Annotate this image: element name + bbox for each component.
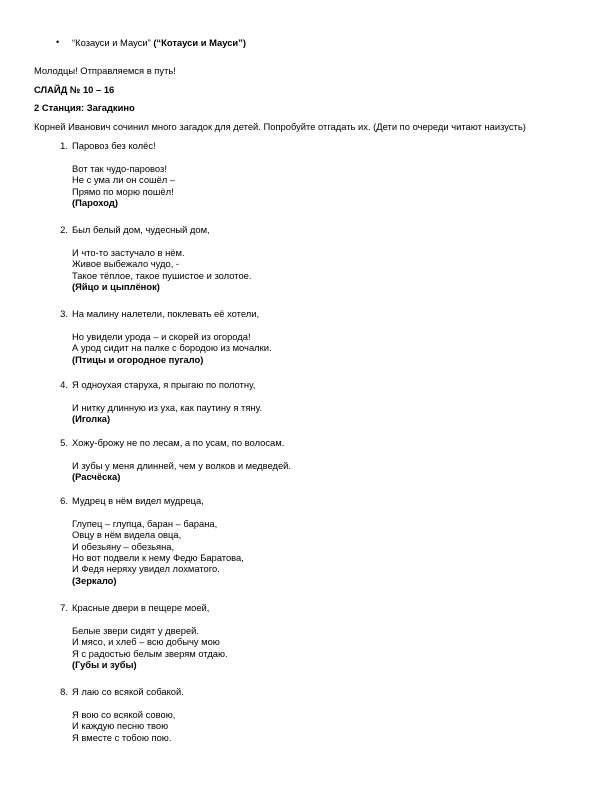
riddle-body <box>72 308 272 365</box>
riddle-line: И обезьяну – обезьяна, <box>72 540 175 552</box>
riddle-first-line: Я лаю со всякой собакой. <box>72 686 184 697</box>
station-title: 2 Станция: Загадкино <box>34 102 135 113</box>
riddle-line: Но увидели урода – и скорей из огорода! <box>72 330 251 342</box>
riddle-first-line: На малину налетели, поклевать её хотели, <box>72 308 260 319</box>
bullet-text-bold: (“Котауси и Мауси”) <box>153 37 246 48</box>
riddle-line: Я вою со всякой совою, <box>72 708 176 720</box>
riddle-answer: (Расчёска) <box>72 471 121 483</box>
riddle-first-line: Паровоз без колёс! <box>72 140 156 151</box>
riddle-body <box>72 140 175 208</box>
riddle-answer: (Иголка) <box>72 413 111 425</box>
riddle-line: Белые звери сидят у дверей. <box>72 624 200 636</box>
riddle-number: 7. <box>60 602 68 613</box>
riddle-number: 1. <box>60 140 68 151</box>
riddle-first-line: Я одноухая старуха, я прыгаю по полотну, <box>72 379 256 390</box>
riddle-number: 6. <box>60 495 68 506</box>
riddle-body <box>72 686 184 743</box>
riddle-body <box>72 224 251 292</box>
riddle-line: И мясо, и хлеб – всю добычу мою <box>72 636 220 648</box>
riddle-answer: (Зеркало) <box>72 574 117 586</box>
riddle-body <box>72 495 244 586</box>
riddle-body <box>72 437 291 483</box>
riddle-line: И каждую песню твою <box>72 720 169 732</box>
bullet-text-plain: “Козауси и Мауси” <box>72 37 154 48</box>
riddle-number: 5. <box>60 437 68 448</box>
riddle-line: Живое выбежало чудо, - <box>72 258 180 270</box>
riddle-number: 8. <box>60 686 68 697</box>
riddle-line: Овцу в нём видела овца, <box>72 529 182 541</box>
riddle-number: 3. <box>60 308 68 319</box>
slide-label: СЛАЙД № 10 – 16 <box>34 84 115 95</box>
riddle-line: Но вот подвели к нему Федю Баратова, <box>72 551 244 563</box>
riddle-line: И что-то застучало в нём. <box>72 246 185 258</box>
bullet-marker: • <box>56 37 60 47</box>
riddle-number: 4. <box>60 379 68 390</box>
riddle-first-line: Хожу-брожу не по лесам, а по усам, по волосам. <box>72 437 285 448</box>
riddle-first-line: Был белый дом, чудесный дом, <box>72 224 210 235</box>
riddle-first-line: Красные двери в пещере моей, <box>72 602 210 613</box>
riddle-line: Я вместе с тобою пою. <box>72 731 172 743</box>
riddle-answer: (Пароход) <box>72 196 118 208</box>
riddle-number: 2. <box>60 224 68 235</box>
riddle-line: А урод сидит на палке с бородою из мочалки. <box>72 342 272 354</box>
riddle-line: Глупец – глупца, баран – барана, <box>72 517 218 529</box>
riddle-line: Вот так чудо-паровоз! <box>72 162 167 174</box>
riddle-line: Прямо по морю пошёл! <box>72 185 174 197</box>
riddle-first-line: Мудрец в нём видел мудреца, <box>72 495 204 506</box>
riddle-line: И зубы у меня длинней, чем у волков и медведей. <box>72 459 292 471</box>
riddle-line: Не с ума ли он сошёл – <box>72 174 176 186</box>
riddle-answer: (Птицы и огородное пугало) <box>72 353 204 365</box>
riddle-line: И Федя неряху увидел лохматого. <box>72 563 220 575</box>
riddle-body <box>72 379 262 425</box>
riddle-answer: (Губы и зубы) <box>72 658 137 670</box>
riddle-line: Я с радостью белым зверям отдаю. <box>72 647 228 659</box>
riddle-body <box>72 602 228 670</box>
riddle-answer: (Яйцо и цыплёнок) <box>72 280 160 292</box>
bullet-text <box>72 37 246 48</box>
intro-text: Молодцы! Отправляемся в путь! <box>34 65 176 76</box>
riddle-line: И нитку длинную из уха, как паутину я тяну. <box>72 401 262 413</box>
station-description: Корней Иванович сочинил много загадок для детей. Попробуйте отгадать их. (Дети по очереди читают наизусть) <box>34 121 526 132</box>
riddle-line: Такое тёплое, такое пушистое и золотое. <box>72 269 252 281</box>
